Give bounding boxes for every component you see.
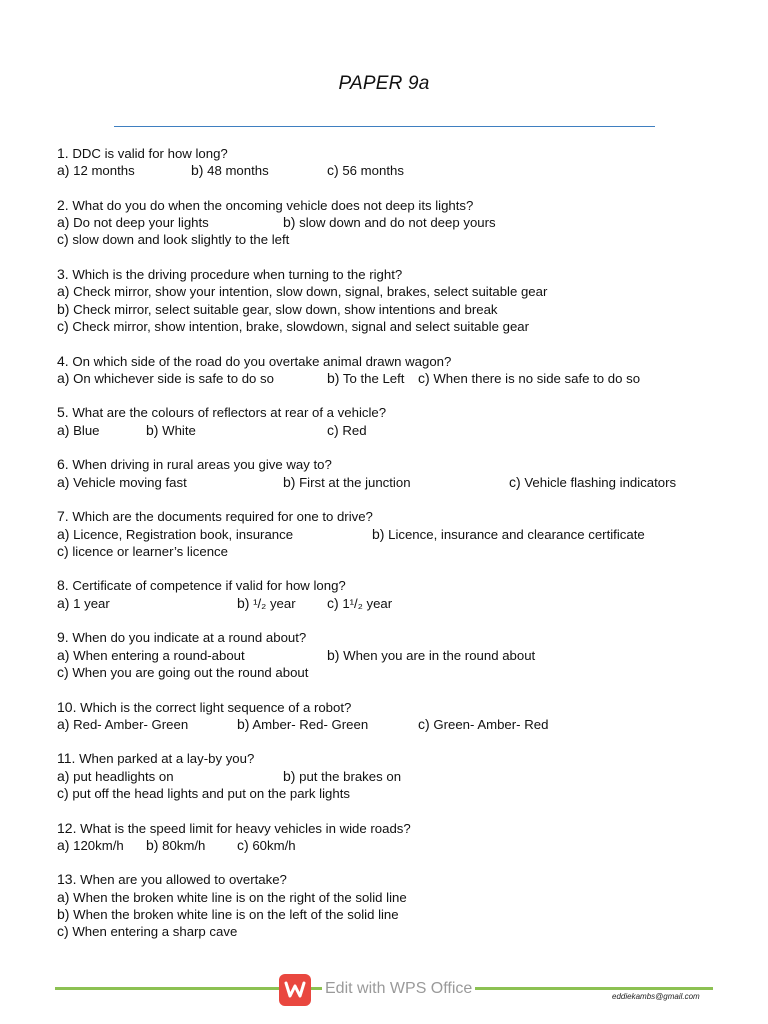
answer-option [57, 543, 228, 560]
question-number: 8. [57, 577, 69, 594]
option-text: slow down and look slightly to the left [68, 232, 290, 248]
option-text: When the broken white line is on the right of the solid line [69, 889, 407, 905]
answer-option [57, 716, 188, 733]
answer-line [57, 231, 737, 248]
option-letter: c) [327, 421, 339, 438]
option-text: Vehicle flashing indicators [520, 474, 677, 490]
question-text: Which is the driving procedure when turning to the right? [68, 267, 403, 283]
answer-line [57, 301, 737, 318]
option-text: Licence, Registration book, insurance [69, 526, 294, 542]
option-text: 80km/h [158, 837, 206, 853]
question-10 [57, 699, 737, 734]
option-text: When you are going out the round about [68, 664, 309, 680]
question-8 [57, 577, 737, 612]
answer-option [283, 474, 411, 491]
answer-option [57, 422, 100, 439]
answer-line [57, 664, 737, 681]
answer-option [283, 214, 496, 231]
question-13 [57, 871, 737, 940]
option-letter: c) [237, 836, 249, 853]
option-letter: b) [283, 473, 296, 490]
option-text: Check mirror, show intention, brake, slowdown, signal and select suitable gear [68, 318, 530, 334]
answer-option [57, 283, 547, 300]
option-letter: c) [57, 542, 69, 559]
answer-option [327, 370, 404, 387]
answer-option [283, 768, 401, 785]
question-text: What is the speed limit for heavy vehicles in wide roads? [76, 820, 411, 836]
option-text: First at the junction [295, 474, 411, 490]
question-2 [57, 197, 737, 249]
option-text: Green- Amber- Red [429, 716, 549, 732]
option-letter: b) [327, 369, 340, 386]
answer-option [57, 923, 237, 940]
question-number: 2. [57, 196, 69, 213]
answer-line [57, 595, 737, 612]
question-7 [57, 508, 737, 560]
option-letter: a) [57, 283, 70, 300]
option-text: put off the head lights and put on the park lights [68, 785, 350, 801]
answer-option [146, 422, 196, 439]
question-6 [57, 456, 737, 491]
option-text: Check mirror, select suitable gear, slow down, show intentions and break [69, 301, 498, 317]
option-text: 1¹/₂ year [338, 595, 393, 611]
question-number: 1. [57, 145, 69, 161]
option-text: put the brakes on [295, 768, 402, 784]
option-text: White [158, 422, 196, 438]
answer-option [327, 595, 392, 612]
option-text: Licence, insurance and clearance certificate [384, 526, 645, 542]
option-text: 1 year [69, 595, 110, 611]
option-letter: c) [509, 473, 521, 490]
answer-line [57, 526, 737, 543]
answer-line [57, 474, 737, 491]
question-text: When are you allowed to overtake? [76, 872, 287, 888]
question-stem [57, 266, 737, 283]
option-text: Check mirror, show your intention, slow down, signal, brakes, select suitable gear [69, 284, 548, 300]
option-letter: a) [57, 888, 70, 905]
question-4 [57, 353, 737, 388]
option-text: slow down and do not deep yours [295, 215, 496, 231]
option-text: 56 months [338, 163, 404, 179]
option-text: 48 months [203, 163, 269, 179]
answer-option [191, 162, 269, 179]
option-letter: b) [237, 594, 250, 611]
question-number: 9. [57, 629, 69, 646]
answer-option [57, 370, 274, 387]
answer-option [57, 474, 187, 491]
option-letter: c) [57, 923, 69, 940]
option-text: When the broken white line is on the left of the solid line [69, 907, 399, 923]
question-text: When do you indicate at a round about? [68, 630, 307, 646]
answer-option [57, 526, 293, 543]
question-stem [57, 404, 737, 421]
answer-option [57, 318, 529, 335]
option-text: To the Left [339, 370, 405, 386]
question-text: When driving in rural areas you give way to? [68, 457, 332, 473]
answer-line [57, 162, 737, 179]
answer-option [57, 162, 135, 179]
option-letter: a) [57, 525, 70, 542]
answer-option [57, 837, 124, 854]
question-number: 10. [57, 698, 77, 715]
question-text: On which side of the road do you overtake animal drawn wagon? [68, 353, 452, 369]
option-letter: a) [57, 162, 70, 179]
question-9 [57, 629, 737, 681]
wps-logo-icon[interactable] [279, 974, 311, 1006]
answer-line [57, 370, 737, 387]
option-letter: a) [57, 421, 70, 438]
option-letter: c) [57, 784, 69, 801]
option-letter: b) [283, 767, 296, 784]
answer-line [57, 906, 737, 923]
answer-line [57, 318, 737, 335]
answer-line [57, 543, 737, 560]
question-1 [57, 145, 737, 180]
question-number: 12. [57, 819, 77, 836]
option-letter: a) [57, 836, 70, 853]
answer-option [57, 231, 289, 248]
option-text: 12 months [69, 163, 135, 179]
question-number: 6. [57, 456, 69, 473]
question-stem [57, 629, 737, 646]
option-letter: c) [418, 715, 430, 732]
question-stem [57, 456, 737, 473]
option-letter: b) [327, 646, 340, 663]
option-text: When entering a sharp cave [68, 924, 238, 940]
option-text: 60km/h [248, 837, 296, 853]
footer-email: eddiekambs@gmail.com [612, 992, 700, 1001]
question-stem [57, 353, 737, 370]
option-letter: c) [327, 594, 339, 611]
option-letter: a) [57, 715, 70, 732]
question-number: 3. [57, 266, 69, 283]
option-text: Amber- Red- Green [249, 716, 369, 732]
option-letter: b) [283, 214, 296, 231]
option-text: 120km/h [69, 837, 124, 853]
option-text: When there is no side safe to do so [429, 370, 641, 386]
answer-line [57, 923, 737, 940]
answer-option [509, 474, 676, 491]
question-stem [57, 197, 737, 214]
option-letter: c) [327, 162, 339, 179]
answer-option [57, 214, 209, 231]
option-letter: b) [191, 162, 204, 179]
option-text: licence or learner’s licence [68, 543, 228, 559]
title-rule [114, 126, 655, 127]
answer-option [57, 664, 308, 681]
option-letter: c) [57, 317, 69, 334]
question-3 [57, 266, 737, 335]
option-text: Blue [69, 422, 100, 438]
question-stem [57, 577, 737, 594]
answer-line [57, 785, 737, 802]
answer-line [57, 889, 737, 906]
question-stem [57, 508, 737, 525]
answer-option [327, 647, 535, 664]
answer-line [57, 422, 737, 439]
option-text: put headlights on [69, 768, 174, 784]
question-number: 5. [57, 404, 69, 421]
answer-option [237, 595, 296, 612]
page-title: PAPER 9a [338, 73, 430, 94]
option-letter: a) [57, 214, 70, 231]
option-letter: b) [146, 836, 159, 853]
option-letter: c) [57, 231, 69, 248]
answer-option [418, 716, 548, 733]
answer-option [57, 768, 174, 785]
wps-watermark-text[interactable]: Edit with WPS Office [322, 980, 475, 998]
option-text: Vehicle moving fast [69, 474, 187, 490]
answer-line [57, 283, 737, 300]
question-text: Certificate of competence if valid for how long? [68, 578, 346, 594]
answer-option [57, 301, 498, 318]
option-text: Red [338, 422, 367, 438]
question-stem [57, 750, 737, 767]
option-letter: b) [237, 715, 250, 732]
question-text: Which is the correct light sequence of a robot? [76, 699, 352, 715]
question-stem [57, 699, 737, 716]
answer-option [57, 595, 110, 612]
question-number: 11. [57, 750, 76, 767]
question-number: 4. [57, 352, 69, 369]
option-letter: b) [57, 906, 70, 923]
answer-option [372, 526, 645, 543]
answer-option [418, 370, 640, 387]
question-text: When parked at a lay-by you? [75, 751, 255, 767]
answer-option [237, 837, 296, 854]
option-letter: b) [57, 300, 70, 317]
question-5 [57, 404, 737, 439]
option-text: When you are in the round about [339, 647, 536, 663]
question-stem [57, 820, 737, 837]
answer-option [327, 422, 367, 439]
answer-line [57, 768, 737, 785]
answer-option [237, 716, 368, 733]
option-letter: b) [146, 421, 159, 438]
option-text: On whichever side is safe to do so [69, 370, 274, 386]
option-letter: a) [57, 369, 70, 386]
question-text: What do you do when the oncoming vehicle does not deep its lights? [68, 197, 474, 213]
question-stem [57, 871, 737, 888]
question-text: Which are the documents required for one to drive? [68, 509, 373, 525]
option-letter: a) [57, 767, 70, 784]
answer-option [57, 906, 399, 923]
question-text: DDC is valid for how long? [68, 146, 228, 161]
question-number: 7. [57, 508, 69, 525]
answer-line [57, 214, 737, 231]
question-11 [57, 750, 737, 802]
answer-option [327, 162, 404, 179]
option-text: ¹/₂ year [249, 595, 296, 611]
option-letter: c) [418, 369, 430, 386]
answer-line [57, 647, 737, 664]
answer-line [57, 837, 737, 854]
option-letter: c) [57, 663, 69, 680]
question-stem [57, 145, 737, 162]
option-text: Do not deep your lights [69, 215, 209, 231]
question-12 [57, 820, 737, 855]
answer-option [57, 785, 350, 802]
answer-option [57, 647, 245, 664]
option-letter: a) [57, 473, 70, 490]
answer-option [57, 889, 407, 906]
option-letter: a) [57, 646, 70, 663]
answer-line [57, 716, 737, 733]
question-number: 13. [57, 871, 77, 888]
option-letter: a) [57, 594, 70, 611]
option-letter: b) [372, 525, 385, 542]
questions-list [57, 145, 737, 958]
option-text: Red- Amber- Green [69, 716, 189, 732]
answer-option [146, 837, 205, 854]
option-text: When entering a round-about [69, 647, 245, 663]
question-text: What are the colours of reflectors at rear of a vehicle? [68, 405, 387, 421]
